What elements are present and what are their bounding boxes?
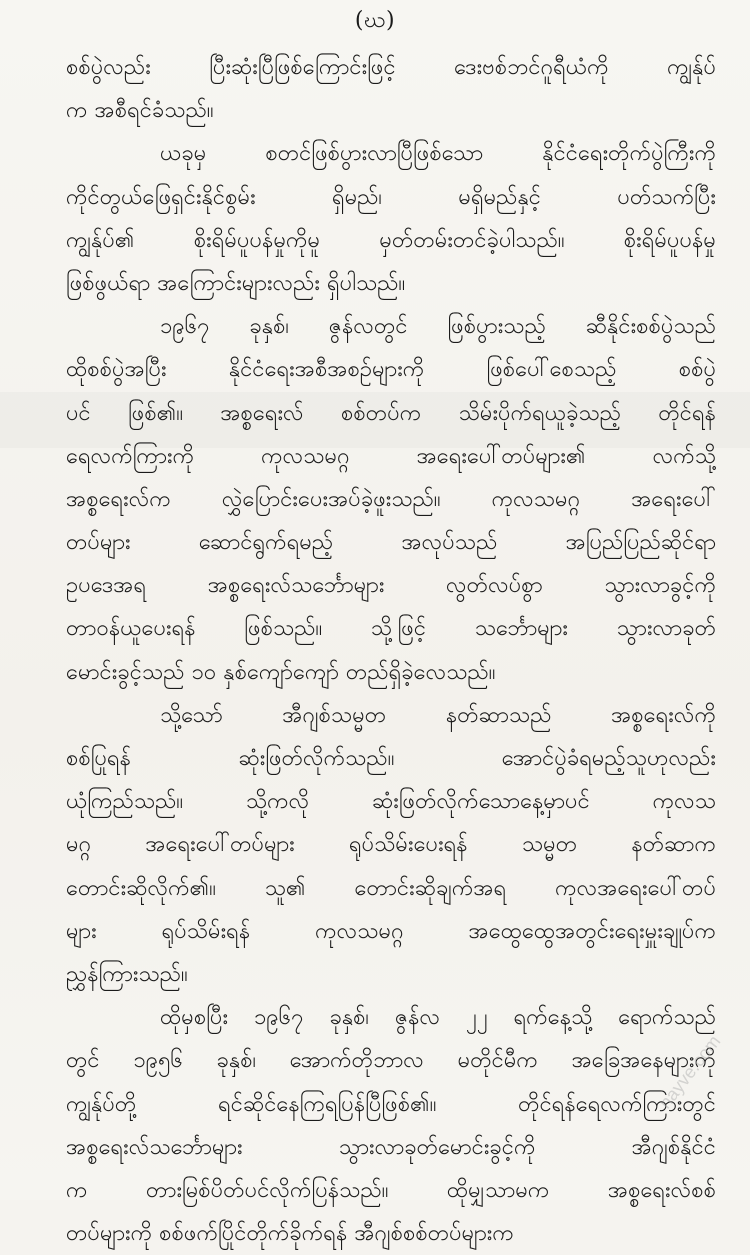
text-line: ဥပဒေအရ အစ္စရေးလ်သင်္ဘောများ လွတ်လပ်စွာ သွားလာခွင့်ကို: [66, 573, 716, 599]
text-line: များ ရုပ်သိမ်းရန် ကုလသမဂ္ဂ အထွေထွေအတွင်းရေးမှူးချုပ်က: [66, 918, 716, 944]
page-marker: (ဃ): [354, 8, 396, 33]
watermark: nayve.com: [655, 1031, 725, 1113]
paragraph: [66, 694, 716, 996]
text-line: ၁၉၆၇ ခုနှစ်၊ ဇွန်လတွင် ဖြစ်ပွားသည့် ဆီနိုင်းစစ်ပွဲသည်: [160, 314, 716, 340]
text-line: အစ္စရေးလ်သင်္ဘောများ သွားလာခုတ်မောင်းခွင့်ကို အီဂျစ်နိုင်ငံ: [66, 1134, 716, 1160]
text-line: ညွှန်ကြားသည်။: [66, 961, 188, 987]
text-line: သို့သော် အီဂျစ်သမ္မတ နတ်ဆာသည် အစ္စရေးလ်ကို: [160, 702, 716, 728]
text-line: ပင် ဖြစ်၏။ အစ္စရေးလ် စစ်တပ်က သိမ်းပိုက်ရယူခဲ့သည့် တိုင်ရန်: [66, 400, 716, 426]
paragraph: [66, 132, 716, 305]
text-line: တောင်းဆိုလိုက်၏။ သူ၏ တောင်းဆိုချက်အရ ကုလအရေးပေါ်တပ်: [66, 875, 716, 901]
text-line: တပ်များ ဆောင်ရွက်ရမည့် အလုပ်သည် အပြည်ပြည်ဆိုင်ရာ: [66, 530, 716, 556]
text-line: ယုံကြည်သည်။ သို့ကလို ဆုံးဖြတ်လိုက်သောနေ့မှာပင် ကုလသ: [66, 789, 716, 815]
text-line: စစ်ပွဲလည်း ပြီးဆုံးပြီဖြစ်ကြောင်းဖြင့် ဒေးဗစ်ဘင်ဂူရီယံကို ကျွန်ုပ်: [66, 55, 716, 80]
text-line: တွင် ၁၉၅၆ ခုနှစ်၊ အောက်တိုဘာလ မတိုင်မီက အခြေအနေများကို: [66, 1048, 716, 1074]
text-line: က အစီရင်ခံသည်။: [66, 98, 214, 124]
text-line: အစ္စရေးလ်က လွှဲပြောင်းပေးအပ်ခဲ့ဖူးသည်။ ကုလသမဂ္ဂ အရေးပေါ်: [66, 486, 716, 512]
text-line: ထိုမှစပြီး ၁၉၆၇ ခုနှစ်၊ ဇွန်လ ၂၂ ရက်နေ့သို့ ရောက်သည်: [160, 1005, 716, 1031]
text-line: ရေလက်ကြားကို ကုလသမဂ္ဂ အရေးပေါ်တပ်များ၏ လက်သို့: [66, 443, 716, 469]
text-line: ထိုစစ်ပွဲအပြီး နိုင်ငံရေးအစီအစဉ်များကို ဖြစ်ပေါ်စေသည့် စစ်ပွဲ: [66, 357, 716, 383]
text-line: ကိုင်တွယ်ဖြေရှင်းနိုင်စွမ်း ရှိမည်၊ မရှိမည်နှင့် ပတ်သက်ပြီး: [66, 184, 716, 210]
text-line: က တားမြစ်ပိတ်ပင်လိုက်ပြန်သည်။ ထိုမျှသာမက အစ္စရေးလ်စစ်: [66, 1177, 716, 1203]
body-text: [66, 46, 716, 1255]
text-line: စစ်ပြုရန် ဆုံးဖြတ်လိုက်သည်။ အောင်ပွဲခံရမည့်သူဟုလည်း: [66, 746, 716, 771]
text-line: ကျွန်ုပ်တို့ ရင်ဆိုင်နေကြရပြန်ပြီဖြစ်၏။ တိုင်ရန်ရေလက်ကြားတွင်: [66, 1091, 716, 1117]
text-line: ယခုမှ စတင်ဖြစ်ပွားလာပြီဖြစ်သော နိုင်ငံရေးတိုက်ပွဲကြီးကို: [160, 141, 716, 167]
text-line: မောင်းခွင့်သည် ၁၀ နှစ်ကျော်ကျော် တည်ရှိခဲ့လေသည်။: [66, 659, 496, 685]
text-line: မဂ္ဂ အရေးပေါ်တပ်များ ရုပ်သိမ်းပေးရန် သမ္မတ နတ်ဆာက: [66, 832, 716, 858]
text-line: တပ်များကို စစ်ဖက်ပြိုင်တိုက်ခိုက်ရန် အီဂျစ်စစ်တပ်များက: [66, 1221, 514, 1247]
paragraph: [66, 46, 716, 132]
paragraph: [66, 996, 716, 1255]
text-line: ဖြစ်ဖွယ်ရာ အကြောင်းများလည်း ရှိပါသည်။: [66, 270, 406, 296]
paragraph: [66, 305, 716, 694]
text-line: တာဝန်ယူပေးရန် ဖြစ်သည်။ သို့ဖြင့် သင်္ဘောများ သွားလာခုတ်: [66, 616, 716, 642]
text-line: ကျွန်ုပ်၏ စိုးရိမ်ပူပန်မှုကိုမူ မှတ်တမ်းတင်ခဲ့ပါသည်။ စိုးရိမ်ပူပန်မှု: [66, 227, 716, 253]
